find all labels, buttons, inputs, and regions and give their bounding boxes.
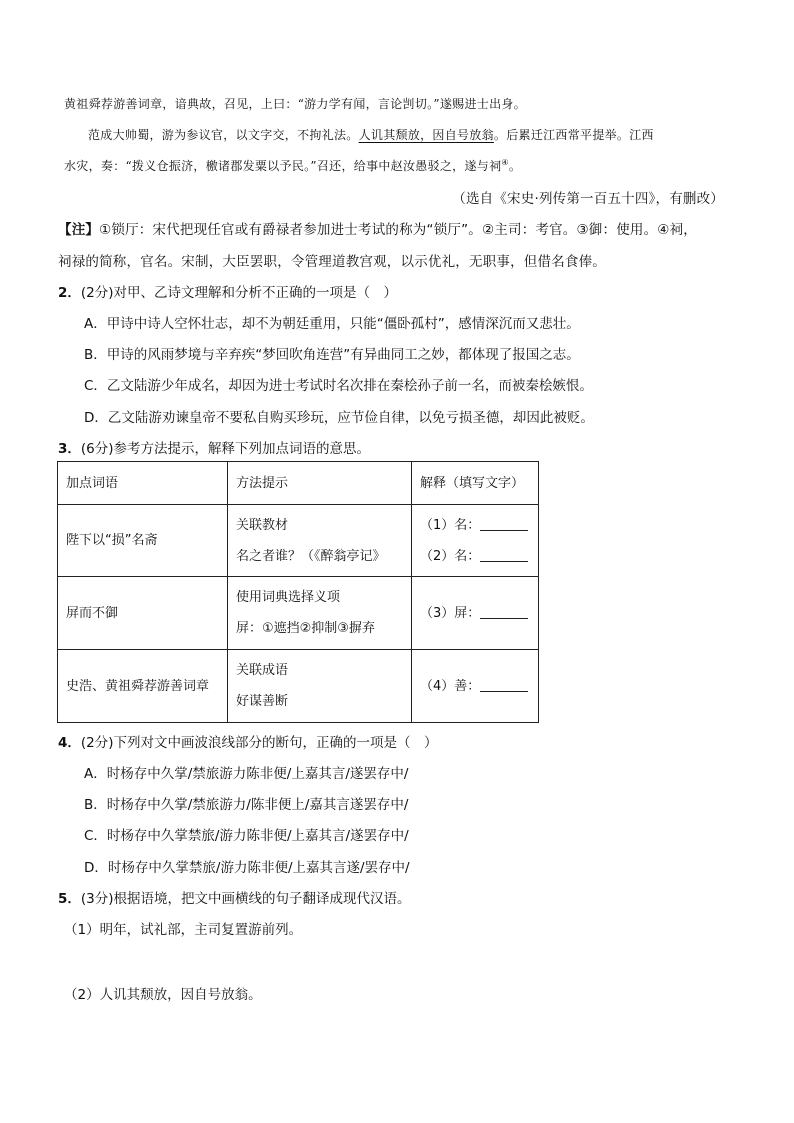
passage-line-1: 黄祖舜荐游善词章，谙典故，召见，上曰：“游力学有闻，言论剀切。”遂赐进士出身。 bbox=[64, 97, 526, 111]
method-table bbox=[57, 461, 539, 723]
passage-line-3 bbox=[64, 157, 521, 174]
row3-hint-line1: 关联成语 bbox=[236, 663, 289, 678]
q2-text: 对甲、乙诗文理解和分析不正确的一项是（ ） bbox=[113, 285, 398, 301]
q5-text: 根据语境，把文中画横线的句子翻译成现代汉语。 bbox=[113, 891, 411, 907]
answer-3-label: （3）屏： bbox=[420, 605, 481, 621]
q4-text: 下列对文中画波浪线部分的断句，正确的一项是（ ） bbox=[113, 735, 438, 751]
q4-option-d[interactable]: D．时杨存中久掌禁旅/游力陈非便/上嘉其言遂/罢存中/ bbox=[84, 860, 410, 876]
row2-hint-line2: 屏：①遮挡②抑制③摒弃 bbox=[236, 621, 375, 636]
q2-option-b[interactable]: B．甲诗的风雨梦境与辛弃疾“梦回吹角连营”有异曲同工之妙，都体现了报国之志。 bbox=[84, 347, 580, 363]
table-row bbox=[58, 577, 539, 650]
q4-stem bbox=[58, 731, 438, 751]
q3-text: 参考方法提示，解释下列加点词语的意思。 bbox=[113, 441, 371, 457]
row1-word: 陛下以“损”名斋 bbox=[58, 505, 228, 577]
note-line-2: 祠禄的简称，官名。宋制，大臣罢职，令管理道教宫观，以示优礼，无职事，但借名食俸。 bbox=[58, 254, 606, 270]
answer-3-blank[interactable] bbox=[480, 605, 528, 619]
row3-answer bbox=[412, 650, 539, 723]
row2-hint bbox=[228, 577, 412, 650]
passage-source: （选自《宋史·列传第一百五十四》，有删改） bbox=[452, 191, 724, 207]
q4-option-c[interactable]: C．时杨存中久掌禁旅/游力陈非便/上嘉其言/遂罢存中/ bbox=[84, 828, 409, 844]
passage-line-2-end: 。后累迁江西常平提举。江西 bbox=[493, 128, 654, 142]
q2-number: 2． bbox=[58, 285, 81, 301]
table-header-row bbox=[58, 462, 539, 505]
note-label: 【注】 bbox=[58, 222, 100, 238]
q5-score: (3分) bbox=[80, 891, 114, 907]
header-answer: 解释（填写文字） bbox=[412, 462, 539, 505]
row3-word: 史浩、黄祖舜荐游善词章 bbox=[58, 650, 228, 723]
row3-hint bbox=[228, 650, 412, 723]
passage-line-3-end: 。 bbox=[508, 159, 522, 173]
passage-line-3-start: 水灾，奏：“拨义仓振济，檄诸郡发粟以予民。”召还，给事中赵汝愚驳之，遂与祠 bbox=[64, 159, 502, 173]
q5-sentence-2: （2）人讥其颓放，因自号放翁。 bbox=[64, 987, 262, 1003]
q5-sentence-1: （1）明年，试礼部，主司复置游前列。 bbox=[64, 922, 303, 938]
row1-hint bbox=[228, 505, 412, 577]
q2-option-a[interactable]: A．甲诗中诗人空怀壮志，却不为朝廷重用，只能“僵卧孤村”，感情深沉而又悲壮。 bbox=[84, 316, 580, 332]
answer-4-blank[interactable] bbox=[480, 678, 528, 692]
q2-option-d[interactable]: D．乙文陆游劝谏皇帝不要私自购买珍玩，应节俭自律，以免亏损圣德，却因此被贬。 bbox=[84, 410, 594, 426]
row3-hint-line2: 好谋善断 bbox=[236, 694, 289, 709]
row2-hint-line1: 使用词典选择义项 bbox=[236, 590, 341, 605]
table-row bbox=[58, 650, 539, 723]
header-word: 加点词语 bbox=[58, 462, 228, 505]
answer-1-label: （1）名： bbox=[420, 517, 481, 533]
answer-1-blank[interactable] bbox=[480, 517, 528, 531]
row2-answer bbox=[412, 577, 539, 650]
q4-option-a[interactable]: A．时杨存中久掌/禁旅游力陈非便/上嘉其言/遂罢存中/ bbox=[84, 766, 409, 782]
answer-2-label: （2）名： bbox=[420, 548, 481, 564]
q2-option-c[interactable]: C．乙文陆游少年成名，却因为进士考试时名次排在秦桧孙子前一名，而被秦桧嫉恨。 bbox=[84, 378, 593, 394]
q5-number: 5． bbox=[58, 891, 81, 907]
footnote-marker: ④ bbox=[501, 158, 509, 167]
note-text-1: ①锁厅：宋代把现任官或有爵禄者参加进士考试的称为“锁厅”。②主司：考官。③御：使用。④祠， bbox=[99, 222, 698, 238]
row1-hint-line2: 名之者谁？（《醉翁亭记》 bbox=[236, 548, 386, 564]
q3-score: (6分) bbox=[80, 441, 114, 457]
answer-4-label: （4）善： bbox=[420, 678, 481, 694]
row2-word: 屏而不御 bbox=[58, 577, 228, 650]
q2-score: (2分) bbox=[80, 285, 114, 301]
answer-2-blank[interactable] bbox=[480, 548, 528, 562]
q4-number: 4． bbox=[58, 735, 81, 751]
q3-stem bbox=[58, 437, 370, 457]
q4-option-b[interactable]: B．时杨存中久掌/禁旅游力/陈非便上/嘉其言遂罢存中/ bbox=[84, 797, 409, 813]
row1-answer bbox=[412, 505, 539, 577]
table-row bbox=[58, 505, 539, 577]
q5-stem bbox=[58, 887, 411, 907]
note-line-1 bbox=[58, 218, 697, 238]
q3-number: 3． bbox=[58, 441, 81, 457]
row1-hint-line1: 关联教材 bbox=[236, 517, 289, 533]
q2-stem bbox=[58, 281, 397, 301]
header-hint: 方法提示 bbox=[228, 462, 412, 505]
passage-line-2 bbox=[88, 126, 654, 143]
q4-score: (2分) bbox=[80, 735, 114, 751]
passage-line-2-start: 范成大帅蜀，游为参议官，以文字交，不拘礼法。 bbox=[88, 128, 359, 142]
underlined-sentence: 人讥其颓放，因自号放翁 bbox=[358, 128, 494, 142]
